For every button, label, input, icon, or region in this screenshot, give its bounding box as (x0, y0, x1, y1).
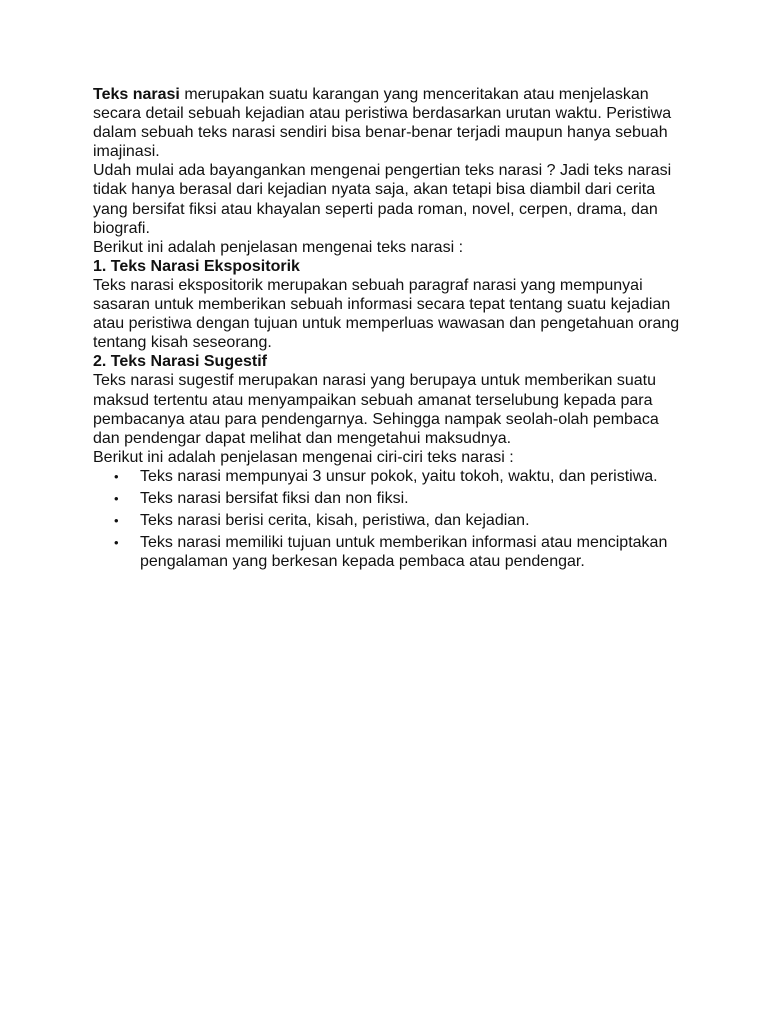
list-item-text: Teks narasi memiliki tujuan untuk memberikan informasi atau menciptakan pengalaman yang berkesan kepada pembaca atau pendengar. (140, 534, 668, 571)
intro-definition: merupakan suatu karangan yang menceritakan atau menjelaskan secara detail sebuah kejadian atau peristiwa berdasarkan urutan waktu. Peristiwa dalam sebuah teks narasi sendiri bisa benar-benar terjadi maupun hanya sebuah imajinasi. (93, 86, 672, 161)
document-page (93, 85, 683, 574)
intro-paragraph-2: Udah mulai ada bayangankan mengenai pengertian teks narasi ? Jadi teks narasi tidak hanya berasal dari kejadian nyata saja, akan tetapi bisa diambil dari cerita yang bersifat fiksi atau khayalan seperti pada roman, novel, cerpen, drama, dan biografi. (93, 162, 672, 237)
section-body-ekspositorik: Teks narasi ekspositorik merupakan sebuah paragraf narasi yang mempunyai sasaran untuk memberikan sebuah informasi secara tepat tentang suatu kejadian atau peristiwa dengan tujuan untuk memperluas wawasan dan pengetahuan orang tentang kisah seseorang. (93, 276, 680, 352)
list-item-text: Teks narasi bersifat fiksi dan non fiksi. (140, 489, 409, 507)
list-item (93, 533, 683, 571)
section-body-sugestif: Teks narasi sugestif merupakan narasi yang berupaya untuk memberikan suatu maksud tertentu atau menyampaikan sebuah amanat terselubung kepada para pembacanya atau para pendengarnya. Sehingga nampak seolah-olah pembaca dan pendengar dapat melihat dan mengetahui maksudnya. (93, 372, 659, 447)
bullet-icon: • (114, 490, 119, 506)
list-item (93, 489, 683, 508)
list-item (93, 467, 683, 486)
list-item-text: Teks narasi mempunyai 3 unsur pokok, yaitu tokoh, waktu, dan peristiwa. (140, 467, 658, 485)
list-item (93, 511, 683, 530)
bullet-icon: • (114, 468, 119, 484)
bullet-icon: • (114, 513, 119, 529)
list-item-text: Teks narasi berisi cerita, kisah, peristiwa, dan kejadian. (140, 512, 530, 530)
characteristics-list (93, 467, 683, 571)
characteristics-lead: Berikut ini adalah penjelasan mengenai ciri-ciri teks narasi : (93, 448, 514, 466)
section-heading-sugestif: 2. Teks Narasi Sugestif (93, 353, 267, 371)
intro-term: Teks narasi (93, 86, 180, 103)
intro-lead: Berikut ini adalah penjelasan mengenai teks narasi : (93, 238, 464, 256)
intro-paragraph (93, 85, 683, 161)
bullet-icon: • (114, 535, 119, 551)
section-heading-ekspositorik: 1. Teks Narasi Ekspositorik (93, 257, 300, 275)
